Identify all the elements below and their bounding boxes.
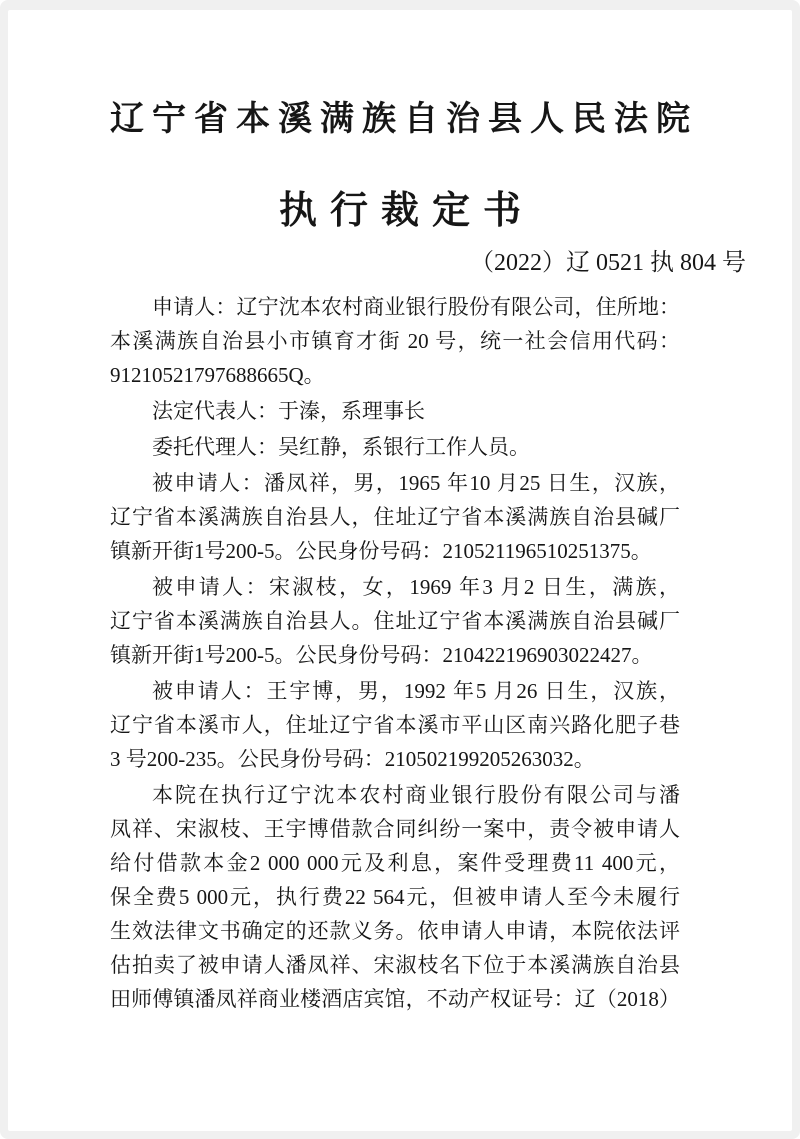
text-line: 生效法律文书确定的还款义务。依申请人申请，本院依法评 — [110, 919, 680, 943]
text-line: 被申请人：潘凤祥，男，1965 年10 月25 日生，汉族， — [152, 471, 680, 495]
text-line: 估拍卖了被申请人潘凤祥、宋淑枝名下位于本溪满族自治县 — [110, 953, 680, 977]
text-line: 3 号200-235。公民身份号码：210502199205263032。 — [110, 747, 595, 771]
paragraph-applicant — [110, 290, 680, 392]
text-line: 给付借款本金2 000 000元及利息，案件受理费11 400元， — [110, 851, 680, 875]
text-line: 委托代理人：吴红静，系银行工作人员。 — [152, 435, 530, 459]
text-line: 法定代表人：于溱，系理事长 — [152, 399, 425, 423]
text-line: 被申请人：宋淑枝，女，1969 年3 月2 日生，满族， — [152, 575, 680, 599]
text-line: 辽宁省本溪满族自治县人。住址辽宁省本溪满族自治县碱厂 — [110, 609, 680, 633]
text-line: 申请人：辽宁沈本农村商业银行股份有限公司，住所地： — [152, 295, 680, 319]
court-name: 辽宁省本溪满族自治县人民法院 — [110, 101, 698, 138]
document-body — [110, 290, 680, 1016]
text-line: 辽宁省本溪市人，住址辽宁省本溪市平山区南兴路化肥子巷 — [110, 713, 680, 737]
document-title: 执行裁定书 — [278, 190, 534, 232]
text-line: 保全费5 000元，执行费22 564元，但被申请人至今未履行 — [110, 885, 680, 909]
paragraph-legal-representative — [110, 394, 680, 428]
text-line: 本溪满族自治县小市镇育才街 20 号，统一社会信用代码： — [110, 329, 680, 353]
scanned-document-page — [8, 10, 792, 1131]
text-line: 辽宁省本溪满族自治县人，住址辽宁省本溪满族自治县碱厂 — [110, 505, 680, 529]
text-line: 被申请人：王宇博，男，1992 年5 月26 日生，汉族， — [152, 679, 680, 703]
paragraph-respondent-2 — [110, 570, 680, 672]
paragraph-case-facts — [110, 778, 680, 1016]
paragraph-entrusted-agent — [110, 430, 680, 464]
text-line: 91210521797688665Q。 — [110, 363, 325, 387]
text-line: 本院在执行辽宁沈本农村商业银行股份有限公司与潘 — [152, 783, 680, 807]
paragraph-respondent-3 — [110, 674, 680, 776]
case-number: （2022）辽 0521 执 804 号 — [470, 250, 746, 276]
text-line: 镇新开街1号200-5。公民身份号码：210422196903022427。 — [110, 643, 653, 667]
paragraph-respondent-1 — [110, 466, 680, 568]
text-line: 田师傅镇潘凤祥商业楼酒店宾馆，不动产权证号：辽（2018） — [110, 987, 680, 1011]
text-line: 凤祥、宋淑枝、王宇博借款合同纠纷一案中，责令被申请人 — [110, 817, 680, 841]
text-line: 镇新开街1号200-5。公民身份号码：210521196510251375。 — [110, 539, 652, 563]
